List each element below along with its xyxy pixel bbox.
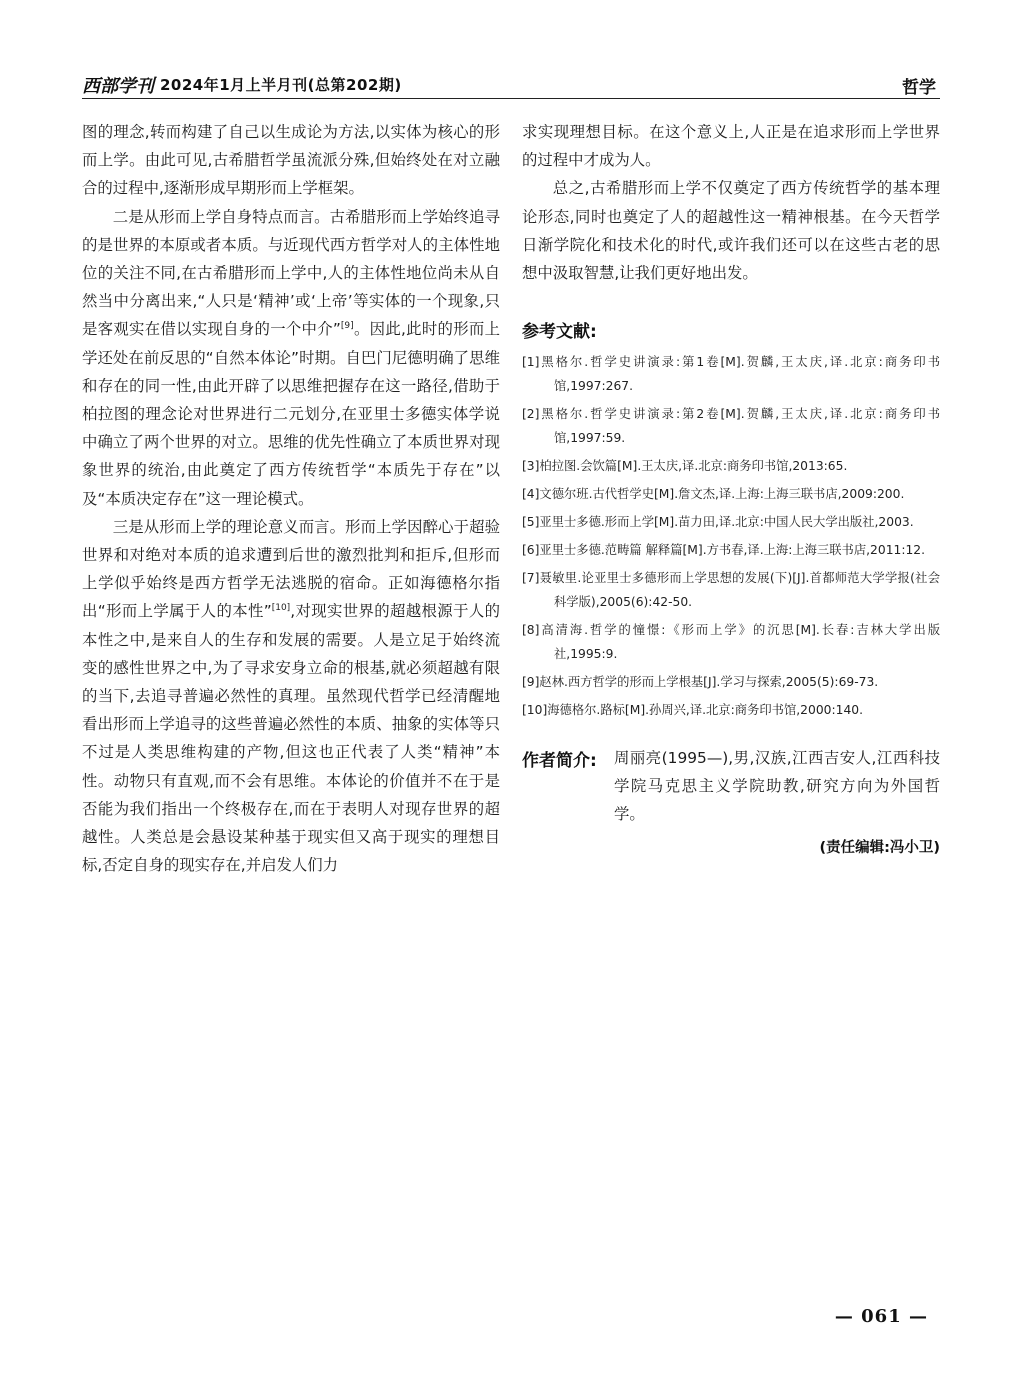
right-column — [522, 118, 940, 857]
reference-item: [7]聂敏里.论亚里士多德形而上学思想的发展(下)[J].首都师范大学学报(社会科学版),2005(6):42-50. — [522, 571, 940, 610]
author-bio-label: 作者简介: — [522, 751, 597, 772]
left-column — [82, 118, 500, 879]
reference-item: [3]柏拉图.会饮篇[M].王太庆,译.北京:商务印书馆,2013:65. — [522, 459, 848, 474]
paragraph-text: ,对现实世界的超越根源于人的本性之中,是来自人的生存和发展的需要。人是立足于始终流变的感性世界之中,为了寻求安身立命的根基,就必须超越有限的当下,去追寻普遍必然性的真理。虽然现代哲学已经清醒地看出形而上学追寻的这些普遍必然性的本质、抽象的实体等只不过是人类思维构建的产物,但这也正代表了人类“精神”本性。动物只有直观,而不会有思维。本体论的价值并不在于是否能为我们指出一个终极存在,而在于表明人对现存世界的超越性。人类总是会悬设某种基于现实但又高于现实的理想目标,否定自身的现实存在,并启发人们力 — [82, 602, 500, 875]
reference-item: [4]文德尔班.古代哲学史[M].詹文杰,译.上海:上海三联书店,2009:200. — [522, 487, 905, 502]
paragraph-text: 二是从形而上学自身特点而言。古希腊形而上学始终追寻的是世界的本原或者本质。与近现代西方哲学对人的主体性地位的关注不同,在古希腊形而上学中,人的主体性地位尚未从自然当中分离出来,“人只是‘精神’或‘上帝’等实体的一个现象,只是客观实在借以实现自身的一个中介” — [82, 207, 500, 339]
references-heading: 参考文献: — [522, 322, 597, 343]
references-list — [522, 350, 940, 722]
reference-item: [6]亚里士多德.范畴篇 解释篇[M].方书春,译.上海:上海三联书店,2011:12. — [522, 543, 926, 558]
reference-item: [1]黑格尔.哲学史讲演录:第1卷[M].贺麟,王太庆,译.北京:商务印书馆,1997:267. — [522, 355, 940, 394]
page-number: — 061 — — [834, 1306, 928, 1327]
author-bio — [522, 744, 940, 828]
reference-item: [10]海德格尔.路标[M].孙周兴,译.北京:商务印书馆,2000:140. — [522, 703, 863, 718]
paragraph-continued: 求实现理想目标。在这个意义上,人正是在追求形而上学世界的过程中才成为人。 — [522, 123, 940, 170]
citation-marker[interactable]: [10] — [271, 603, 291, 614]
issue-info: 2024年1月上半月刊(总第202期) — [160, 76, 402, 94]
paragraph-text: 。因此,此时的形而上学还处在前反思的“自然本体论”时期。自巴门尼德明确了思维和存在的同一性,由此开辟了以思维把握存在这一路径,借助于柏拉图的理念论对世界进行二元划分,在亚里士多德实体学说中确立了两个世界的对立。思维的优先性确立了本质世界对现象世界的统治,由此奠定了西方传统哲学“本质先于存在”以及“本质决定存在”这一理论模式。 — [82, 320, 500, 508]
citation-marker[interactable]: [9] — [340, 321, 354, 332]
reference-item: [9]赵林.西方哲学的形而上学根基[J].学习与探索,2005(5):69-73. — [522, 675, 879, 690]
paragraph-continued: 图的理念,转而构建了自己以生成论为方法,以实体为核心的形而上学。由此可见,古希腊哲学虽流派分殊,但始终处在对立融合的过程中,逐渐形成早期形而上学框架。 — [82, 123, 500, 198]
paragraph-second-point — [82, 203, 500, 513]
section-label: 哲学 — [902, 78, 936, 98]
journal-logo: 西部学刊 — [82, 76, 154, 97]
paragraph-text: 三是从形而上学的理论意义而言。形而上学因醉心于超验世界和对绝对本质的追求遭到后世的激烈批判和拒斥,但形而上学似乎始终是西方哲学无法逃脱的宿命。正如海德格尔指出“形而上学属于人的本性” — [82, 517, 500, 621]
reference-item: [2]黑格尔.哲学史讲演录:第2卷[M].贺麟,王太庆,译.北京:商务印书馆,1997:59. — [522, 407, 940, 446]
author-bio-text: 周丽亮(1995—),男,汉族,江西吉安人,江西科技学院马克思主义学院助教,研究方向为外国哲学。 — [614, 749, 940, 824]
paragraph-third-point — [82, 513, 500, 880]
reference-item: [8]高清海.哲学的憧憬:《形而上学》的沉思[M].长春:吉林大学出版社,1995:9. — [522, 623, 940, 662]
running-header — [82, 70, 940, 99]
reference-item: [5]亚里士多德.形而上学[M].苗力田,译.北京:中国人民大学出版社,2003. — [522, 515, 914, 530]
paragraph-conclusion: 总之,古希腊形而上学不仅奠定了西方传统哲学的基本理论形态,同时也奠定了人的超越性这一精神根基。在今天哲学日渐学院化和技术化的时代,或许我们还可以在这些古老的思想中汲取智慧,让我们更好地出发。 — [522, 179, 940, 283]
responsible-editor: (责任编辑:冯小卫) — [819, 840, 940, 857]
